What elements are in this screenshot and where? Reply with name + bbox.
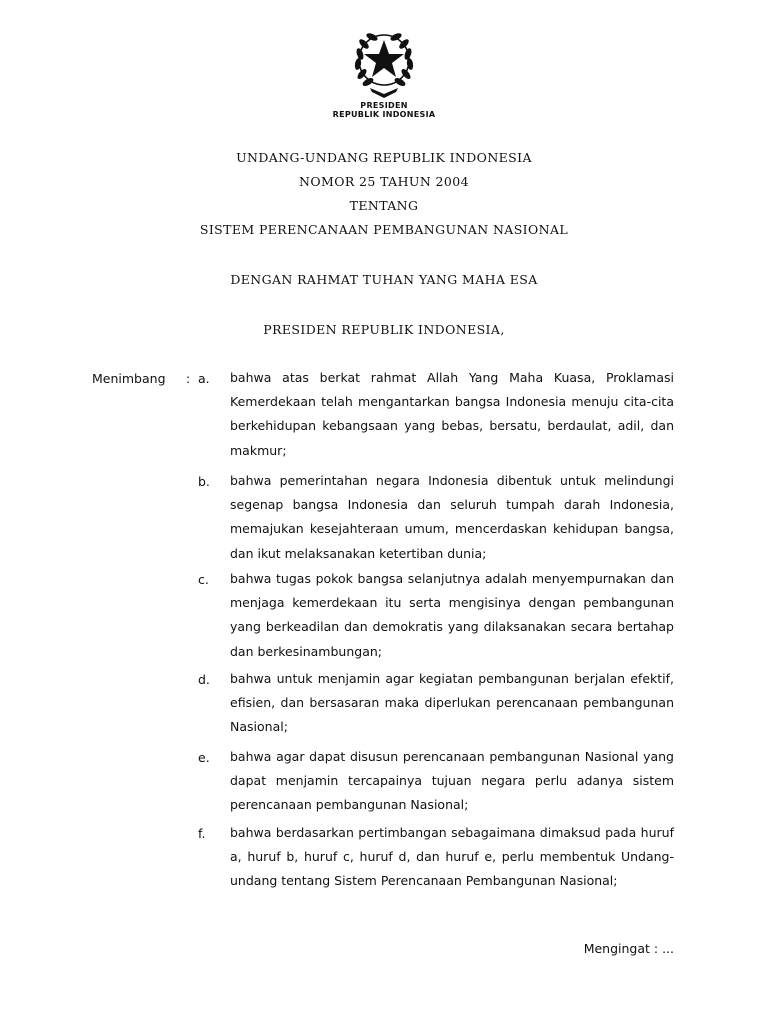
item-text: bahwa berdasarkan pertimbangan sebagaimana dimaksud pada huruf a, huruf b, huruf c, huruf d, dan huruf e, perlu membentuk Undang-undang tentang Sistem Perencanaan Pembangunan Nasional; (230, 825, 674, 889)
invocation: DENGAN RAHMAT TUHAN YANG MAHA ESA (230, 272, 538, 287)
law-number: NOMOR 25 TAHUN 2004 (299, 174, 469, 189)
item-letter: b. (198, 474, 210, 489)
law-title: UNDANG-UNDANG REPUBLIK INDONESIA (236, 150, 532, 165)
item-letter: d. (198, 672, 210, 687)
law-subject: SISTEM PERENCANAAN PEMBANGUNAN NASIONAL (199, 222, 569, 237)
issuer: PRESIDEN REPUBLIK INDONESIA, (263, 322, 505, 337)
considerations-colon: : (186, 371, 191, 386)
item-text: bahwa untuk menjamin agar kegiatan pembangunan berjalan efektif, efisien, dan bersasaran maka diperlukan perencanaan pembangunan Nasional; (230, 671, 674, 735)
considerations-label: Menimbang (92, 371, 166, 386)
item-letter: a. (198, 371, 210, 386)
item-text: bahwa pemerintahan negara Indonesia dibentuk untuk melindungi segenap bangsa Indonesia dan seluruh tumpah darah Indonesia, memajukan kesejahteraan umum, mencerdaskan kehidupan bangsa, dan ikut melaksanakan ketertiban dunia; (230, 473, 674, 561)
item-letter: f. (198, 826, 206, 841)
item-text: bahwa tugas pokok bangsa selanjutnya adalah menyempurnakan dan menjaga kemerdekaan itu serta mengisinya dengan pembangunan yang berkeadilan dan demokratis yang dilaksanakan secara bertahap dan berkesinambungan; (230, 571, 674, 659)
garuda-star-wreath-icon (346, 24, 422, 100)
law-about: TENTANG (349, 198, 419, 213)
emblem-caption-republik: REPUBLIK INDONESIA (332, 110, 436, 119)
item-letter: c. (198, 572, 209, 587)
item-text: bahwa atas berkat rahmat Allah Yang Maha Kuasa, Proklamasi Kemerdekaan telah mengantarkan bangsa Indonesia menuju cita-cita berkehidupan kebangsaan yang bebas, bersatu, berdaulat, adil, dan makmur; (230, 370, 674, 458)
item-letter: e. (198, 750, 210, 765)
continuation-marker: Mengingat : ... (583, 941, 674, 956)
emblem-caption-presiden: PRESIDEN (360, 101, 408, 110)
item-text: bahwa agar dapat disusun perencanaan pembangunan Nasional yang dapat menjamin tercapainya tujuan negara perlu adanya sistem perencanaan pembangunan Nasional; (230, 749, 674, 813)
